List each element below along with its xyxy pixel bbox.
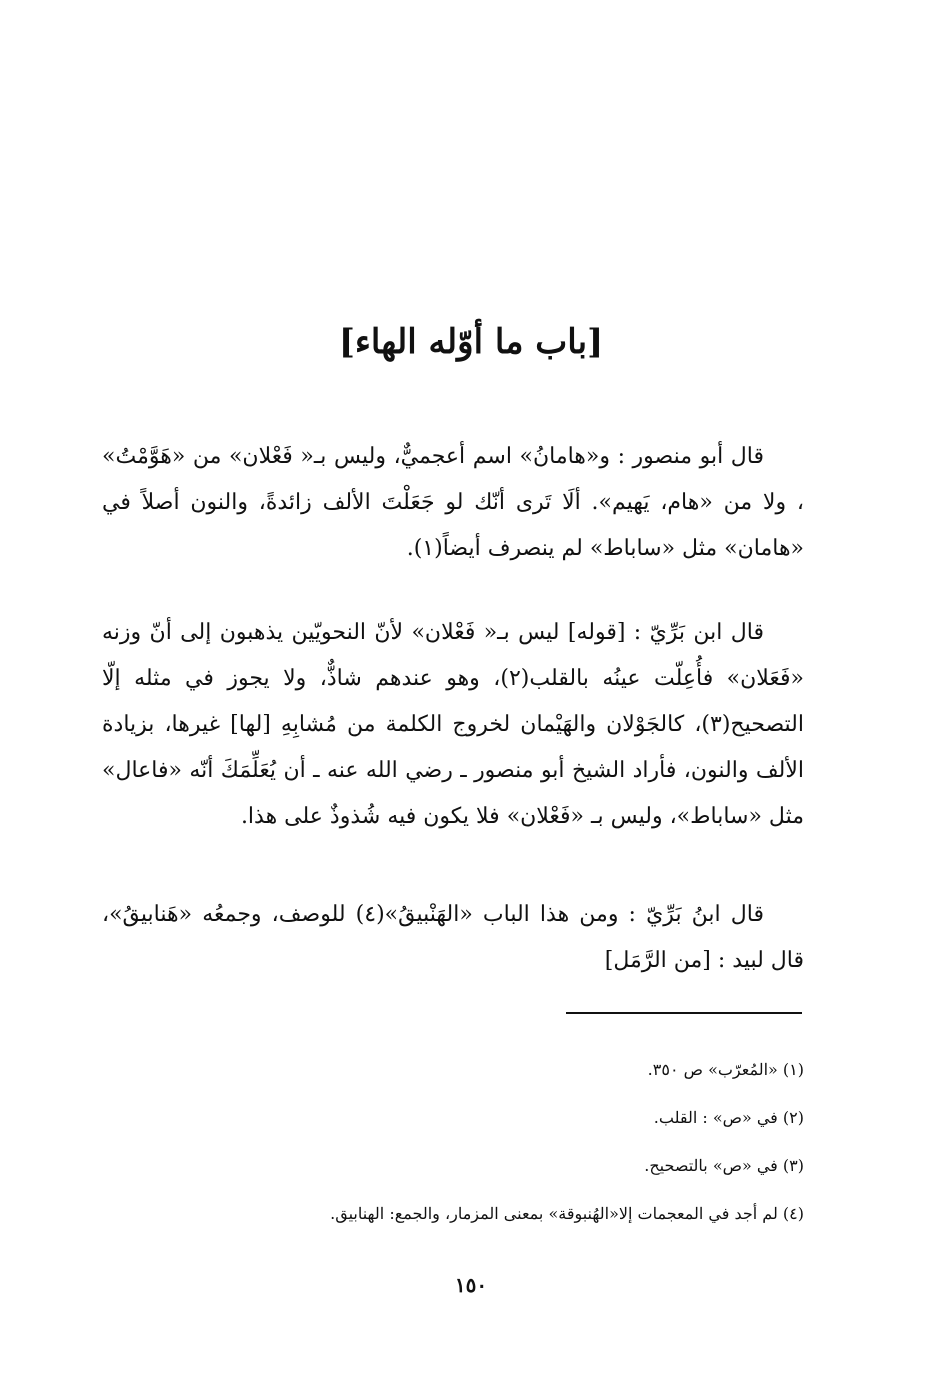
footnote-3: (٣) في «ص» بالتصحيح. — [644, 1156, 804, 1175]
page-number: ١٥٠ — [454, 1273, 488, 1297]
paragraph-2: قال ابن بَرِّيّ : [قوله] ليس بـ« فَعْلان» لأنّ النحويّين يذهبون إلى أنّ وزنه «فَعَلان» فأُعِلّت عينُه بالقلب(٢)، وهو عندهم شاذٌّ، ولا يجوز في مثله إلّا التصحيح(٣)، كالجَوْلان والهَيْمان لخروج الكلمة من مُشابِهِ [لها] غيرها، بزيادة الألف والنون، فأراد الشيخ أبو منصور ـ رضي الله عنه ـ أن يُعَلِّمَكَ أنّه «فاعال» مثل «ساباط»، وليس بـ «فَعْلان» فلا يكون فيه شُذوذٌ على هذا. — [102, 620, 804, 829]
paragraph-1: قال أبو منصور : و«هامانُ» اسم أعجميٌّ، وليس بـ« فَعْلان» من «هَوَّمْتُ» ، ولا من «هام، يَهيم». ألَا تَرى أنّك لو جَعَلْتَ الألف زائدةً، والنون أصلاً في «هامان» مثل «ساباط» لم ينصرف أيضاً(١). — [102, 444, 804, 561]
footnote-4: (٤) لم أجد في المعجمات إلا«الهُنبوقة» بمعنى المزمار، والجمع: الهنابيق. — [330, 1204, 804, 1223]
paragraph-3: قال ابنُ بَرِّيّ : ومن هذا الباب «الهَنْبيقُ»(٤) للوصف، وجمعُه «هَنابيقُ»، قال لبيد : [من الرَّمَل] — [102, 902, 804, 973]
footnotes — [102, 1058, 804, 1250]
footnote-1: (١) «المُعرّب» ص ٣٥٠. — [647, 1060, 804, 1079]
chapter-heading: [باب ما أوّله الهاء] — [338, 322, 604, 362]
footnote-separator — [566, 1012, 802, 1014]
footnote-2: (٢) في «ص» : القلب. — [653, 1108, 804, 1127]
